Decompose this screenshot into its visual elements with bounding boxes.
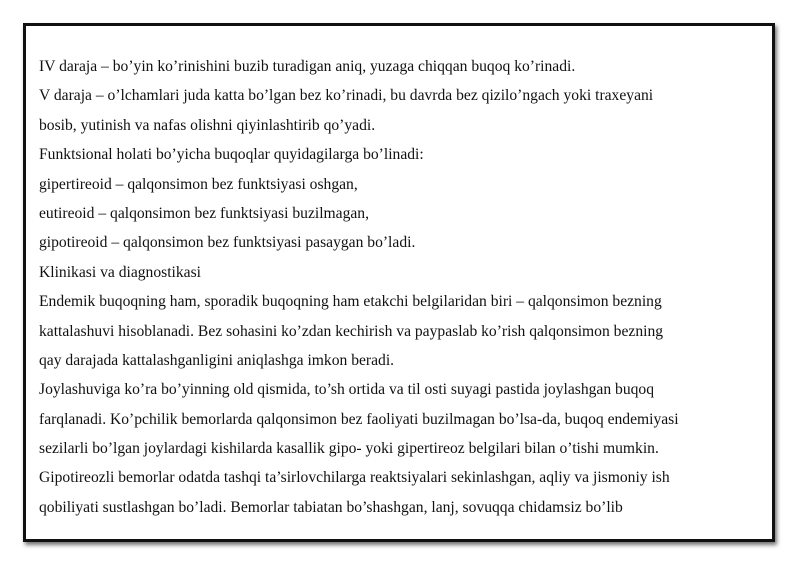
- text-line-location-2: farqlanadi. Ko’pchilik bemorlarda qalqonsimon bez faoliyati buzilmagan bo’lsa-da, buqoq endemiyasi: [39, 410, 679, 428]
- section-heading-clinical: Klinikasi va diagnostikasi: [39, 263, 201, 281]
- text-line-hypothyroid: gipotireoid – qalqonsimon bez funktsiyasi pasaygan bo’ladi.: [39, 234, 416, 252]
- text-line-degree-5: V daraja – o’lchamlari juda katta bo’lgan bez ko’rinadi, bu davrda bez qizilo’ngach yoki traxeyani: [39, 87, 654, 105]
- text-line-endemic-3: qay darajada kattalashganligini aniqlashga imkon beradi.: [39, 351, 395, 369]
- text-line-degree-4: IV daraja – bo’yin ko’rinishini buzib turadigan aniq, yuzaga chiqqan buqoq ko’rinadi.: [39, 58, 576, 75]
- text-line-hyperthyroid: gipertireoid – qalqonsimon bez funktsiyasi oshgan,: [39, 175, 358, 193]
- text-line-endemic-1: Endemik buqoqning ham, sporadik buqoqning ham etakchi belgilaridan biri – qalqonsimon bezning: [39, 293, 662, 311]
- text-line-location-1: Joylashuviga ko’ra bo’yinning old qismida, to’sh ortida va til osti suyagi pastida joylashgan buqoq: [39, 381, 655, 399]
- text-line-endemic-2: kattalashuvi hisoblanadi. Bez sohasini ko’zdan kechirish va paypaslab ko’rish qalqonsimon bezning: [39, 322, 664, 340]
- text-line-hypothyroid-patients-2: qobiliyati sustlashgan bo’ladi. Bemorlar tabiatan bo’shashgan, lanj, sovuqqa chidamsiz bo’lib: [39, 498, 623, 516]
- document-text-body: [39, 52, 759, 522]
- text-line-degree-5-cont: bosib, yutinish va nafas olishni qiyinlashtirib qo’yadi.: [39, 116, 376, 134]
- text-line-functional-state: Funktsional holati bo’yicha buqoqlar quyidagilarga bo’linadi:: [39, 146, 424, 164]
- text-line-location-3: sezilarli bo’lgan joylardagi kishilarda kasallik gipo- yoki gipertireoz belgilari bilan o’tishi mumkin.: [39, 440, 659, 458]
- text-line-hypothyroid-patients-1: Gipotireozli bemorlar odatda tashqi ta’sirlovchilarga reaktsiyalari sekinlashgan, aqliy va jismoniy ish: [39, 469, 670, 487]
- text-line-euthyroid: eutireoid – qalqonsimon bez funktsiyasi buzilmagan,: [39, 204, 369, 222]
